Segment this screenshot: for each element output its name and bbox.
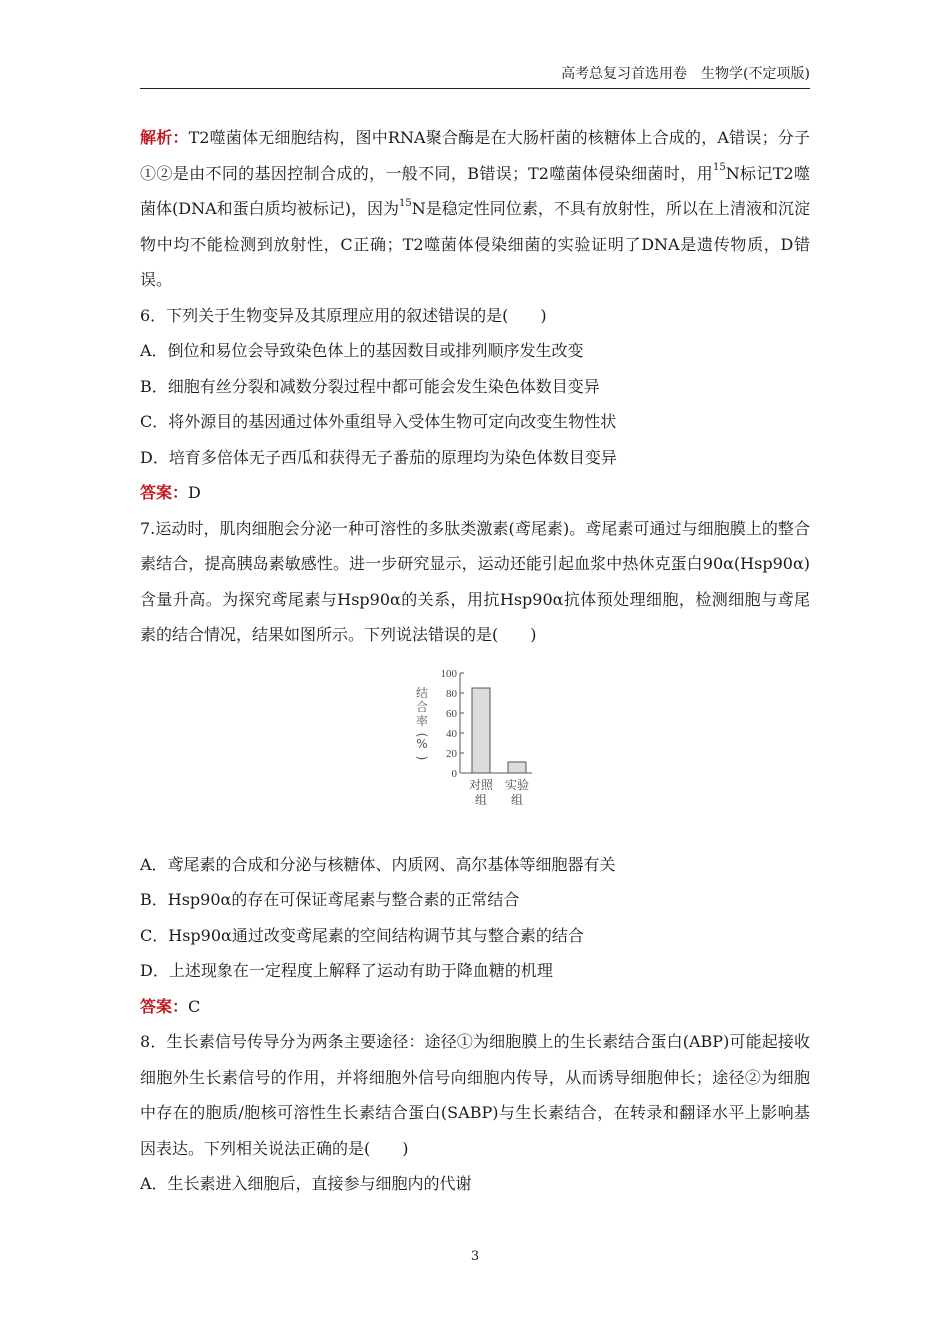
y-axis-label-char: 结 [415,685,429,700]
y-tick-label: 60 [446,707,457,720]
question-6-option-b: B．细胞有丝分裂和减数分裂过程中都可能会发生染色体数目变异 [140,376,600,396]
y-tick-label: 100 [440,667,457,680]
y-tick-label: 80 [446,687,457,700]
analysis-label: 解析： [140,128,189,147]
bars [472,688,526,773]
question-7-option-b: B．Hsp90α的存在可保证鸢尾素与整合素的正常结合 [140,890,520,909]
answer-label: 答案： [140,483,189,502]
header-rule [140,88,810,89]
y-axis-label-group [415,685,429,760]
page-content [140,120,810,1202]
isotope-superscript-1: 15 [712,162,726,174]
y-tick-label: 40 [446,727,457,740]
binding-rate-figure [140,661,810,843]
y-axis-label-char: % [416,736,428,751]
category-label-line1: 实验 [504,777,530,792]
page-number: 3 [470,1249,480,1264]
y-axis-label-char: 合 [415,699,429,714]
category-label-line2: 组 [510,792,524,807]
analysis-text-3: N是稳定性同位素，不具有放射性，所以在上清液和沉淀物中均不能检测到放射性，C正确；T2噬菌体侵染细菌的实验证明了DNA是遗传物质，D错误。 [140,199,810,289]
y-tick-label: 0 [451,767,457,780]
binding-rate-chart [408,665,538,815]
answer-value: D [188,483,201,502]
question-6-stem: 6．下列关于生物变异及其原理应用的叙述错误的是( ) [140,305,547,325]
question-8-option-a: A．生长素进入细胞后，直接参与细胞内的代谢 [140,1174,472,1193]
question-7-answer [140,989,810,1025]
question-7-option-c: C．Hsp90α通过改变鸢尾素的空间结构调节其与整合素的结合 [140,925,584,945]
analysis-text-1: T2噬菌体无细胞结构，图中RNA聚合酶是在大肠杆菌的核糖体上合成的，A错误；分子①②是由不同的基因控制合成的，一般不同，B错误；T2噬菌体侵染细菌时，用 [140,128,810,183]
category-label-line1: 对照 [468,777,494,792]
y-tick-label: 20 [446,747,457,760]
category-labels [469,777,529,807]
analysis-paragraph [140,120,810,298]
analysis-text-2: N标记T2噬菌体(DNA和蛋白质均被标记)，因为 [140,163,810,218]
question-7-option-d: D．上述现象在一定程度上解释了运动有助于降血糖的机理 [140,961,553,980]
question-6-option-d: D．培育多倍体无子西瓜和获得无子番茄的原理均为染色体数目变异 [140,447,617,467]
y-axis-label-char: ( [415,732,429,737]
bar-experimental-group [508,762,526,773]
category-label-line2: 组 [474,792,488,807]
question-7-stem: 7.运动时，肌肉细胞会分泌一种可溶性的多肽类激素(鸢尾素)。鸢尾素可通过与细胞膜上的整合素结合，提高胰岛素敏感性。进一步研究显示，运动还能引起血浆中热休克蛋白90α(Hsp90α)含量升高。为探究鸢尾素与Hsp90α的关系，用抗Hsp90α抗体预处理细胞，检测细胞与鸢尾素的结合情况，结果如图所示。下列说法错误的是( ) [140,518,810,644]
question-7-option-a: A．鸢尾素的合成和分泌与核糖体、内质网、高尔基体等细胞器有关 [140,854,616,874]
running-header: 高考总复习首选用卷 生物学(不定项版) [561,66,810,82]
question-6-option-c: C．将外源目的基因通过体外重组导入受体生物可定向改变生物性状 [140,412,617,431]
y-axis-label-char: ) [415,755,429,760]
y-axis-label-char: 率 [415,713,429,728]
bar-control-group [472,688,490,773]
answer-label: 答案： [140,996,189,1016]
isotope-superscript-2: 15 [399,197,412,209]
question-6-option-a: A．倒位和易位会导致染色体上的基因数目或排列顺序发生改变 [140,341,584,360]
question-8-stem: 8．生长素信号传导分为两条主要途径：途径①为细胞膜上的生长素结合蛋白(ABP)可能起接收细胞外生长素信号的作用，并将细胞外信号向细胞内传导，从而诱导细胞伸长；途径②为细胞中存在的胞质/胞核可溶性生长素结合蛋白(SABP)与生长素结合，在转录和翻译水平上影响基因表达。下列相关说法正确的是( ) [140,1032,810,1158]
answer-value: C [188,996,201,1016]
question-6-answer [140,475,810,511]
